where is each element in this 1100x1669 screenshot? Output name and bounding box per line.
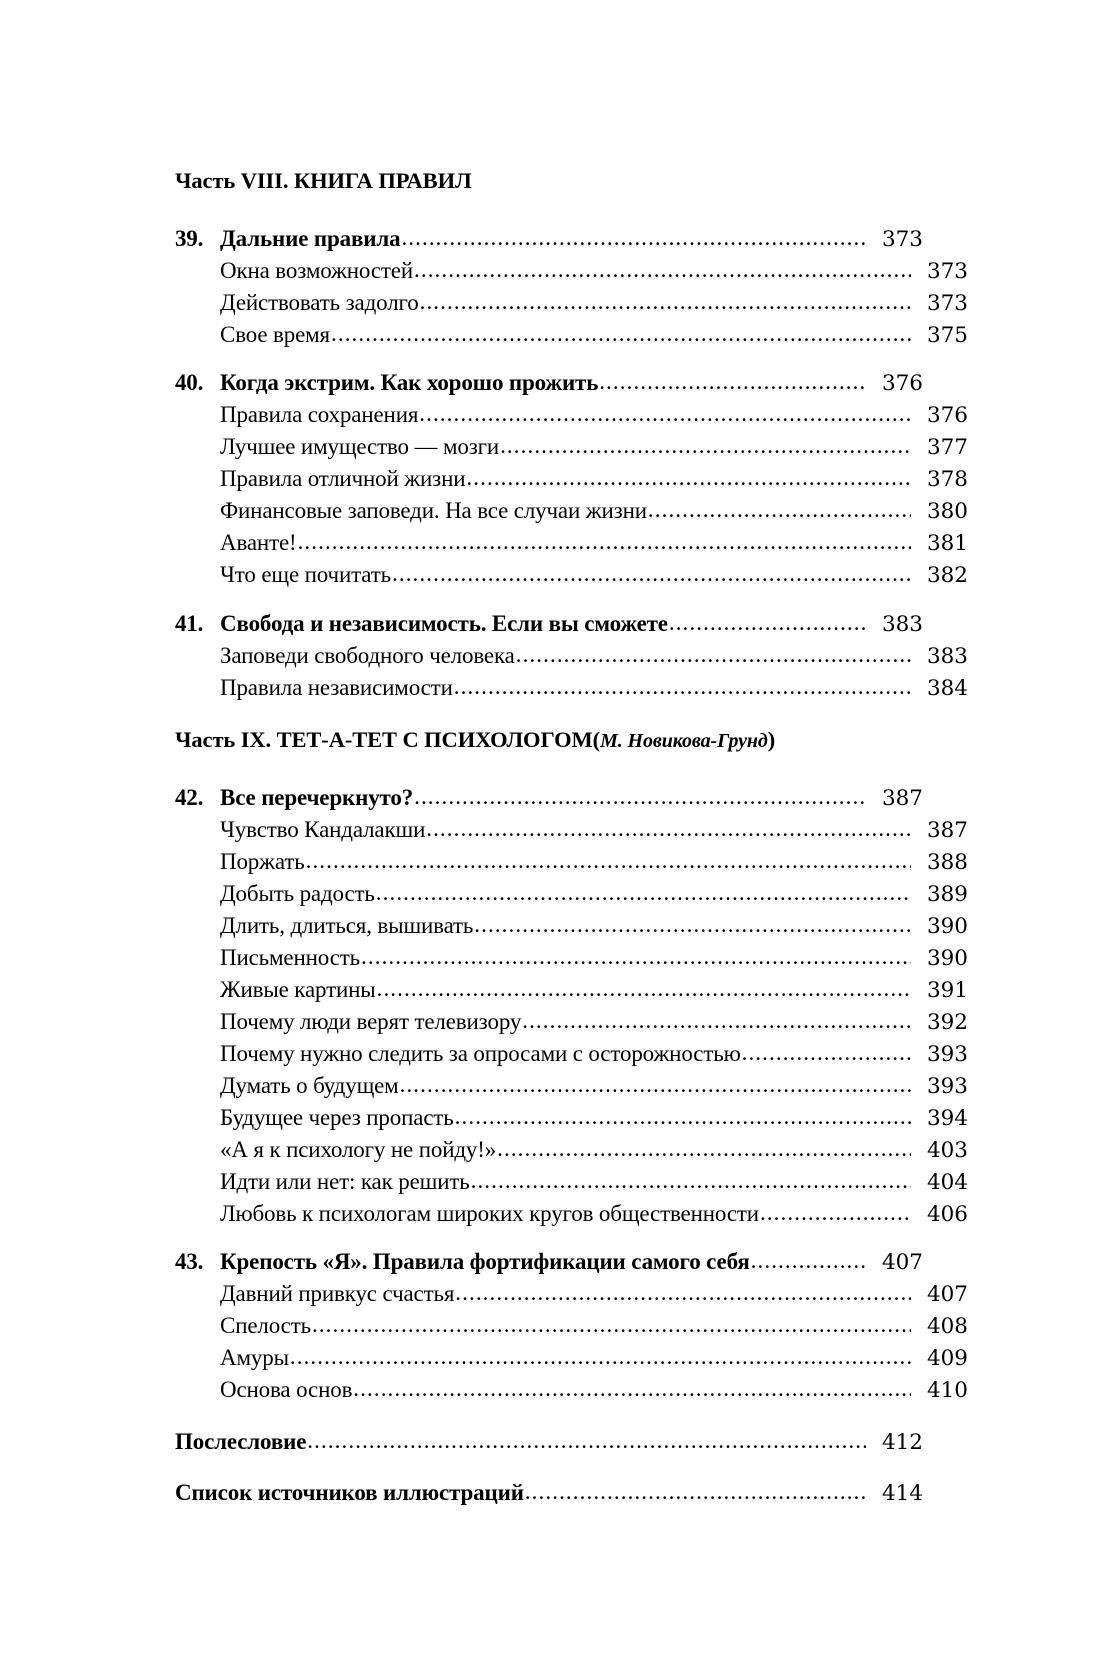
chapter-title: Когда экстрим. Как хорошо прожить [220,370,599,395]
entry-title: Чувство Кандалакши [220,816,426,842]
page-number: 384 [926,675,968,701]
spacer [175,587,923,612]
page-number: 383 [926,643,968,669]
page-number: 412 [881,1429,923,1455]
toc-entry-row[interactable] [175,1202,968,1226]
entry-title: Думать о будущем [220,1072,399,1098]
page-number: 414 [881,1481,923,1506]
page-number: 393 [926,1041,968,1067]
entry-title: Спелость [220,1313,311,1338]
part-heading-ix-text: Часть IX. ТЕТ-А-ТЕТ С ПСИХОЛОГОМ [175,727,593,752]
dot-leader [353,1377,911,1400]
entry-title: Окна возможностей [220,257,413,283]
toc-backmatter-row[interactable] [175,1481,923,1505]
entry-title: Идти или нет: как решить [220,1168,470,1194]
entry-title: Живые картины [220,976,376,1002]
entry-title: Лучшее имущество — мозги [220,434,500,459]
entry-title: Давний привкус счастья [220,1281,455,1306]
toc-entry-row[interactable] [175,644,968,668]
entry-title: Заповеди свободного человека [220,642,515,668]
paren-open: ( [592,727,601,752]
toc-backmatter-row[interactable] [175,1430,923,1454]
chapter-number: 42. [175,784,204,810]
page-number: 407 [926,1282,968,1307]
toc-entry-row[interactable] [175,1378,968,1402]
entry-title: «А я к психологу не пойду!» [220,1136,497,1162]
entry-title: Действовать задолго [220,289,419,315]
dot-leader [392,562,911,585]
page-number: 375 [926,322,968,348]
dot-leader [471,1169,911,1192]
dot-leader [500,434,911,457]
dot-leader [298,530,911,553]
page-number: 382 [926,563,968,588]
toc-entry-row[interactable] [175,882,968,906]
dot-leader [290,1345,911,1368]
toc-chapter-row[interactable] [175,227,923,251]
toc-entry-row[interactable] [175,676,968,700]
page-number: 391 [926,977,968,1003]
dot-leader [497,1137,911,1160]
entry-title: Поржать [220,848,305,874]
toc-entry-row[interactable] [175,1138,968,1162]
dot-leader [377,977,911,1000]
page-number: 380 [926,499,968,524]
backmatter-title: Список источников иллюстраций [175,1480,524,1505]
dot-leader [307,1429,866,1452]
dot-leader [420,290,911,313]
dot-leader [426,817,911,840]
spacer [175,193,923,227]
page-number: 373 [926,258,968,284]
chapter-title: Свобода и независимость. Если вы сможете [220,610,668,636]
entry-title: Будущее через пропасть [220,1104,454,1130]
toc-entry-row[interactable] [175,850,968,874]
toc-entry-row[interactable] [175,403,968,427]
dot-leader [669,611,866,634]
chapter-title: Все перечеркнуто? [220,784,414,810]
entry-title: Амуры [220,1345,289,1370]
page-number: 378 [926,467,968,492]
page-number: 393 [926,1073,968,1099]
toc-entry-row[interactable] [175,323,968,347]
chapter-number: 43. [175,1249,204,1274]
toc-entry-row[interactable] [175,1010,968,1034]
spacer [175,1453,923,1481]
toc-entry-row[interactable] [175,1314,968,1338]
entry-title: Основа основ [220,1377,353,1402]
dot-leader [414,785,866,808]
toc-entry-row[interactable] [175,1074,968,1098]
page-number: 392 [926,1009,968,1035]
dot-leader [760,1201,911,1224]
toc-entry-row[interactable] [175,499,968,523]
dot-leader [400,1073,911,1096]
dot-leader [466,466,911,489]
page-number: 387 [881,785,923,811]
toc-entry-row[interactable] [175,259,968,283]
entry-title: Любовь к психологам широких кругов общественности [220,1200,759,1226]
part-author: М. Новикова-Грунд [600,730,768,752]
dot-leader [331,322,911,345]
toc-entry-row[interactable] [175,563,968,587]
toc-entry-row[interactable] [175,914,968,938]
page-number: 373 [926,290,968,316]
page-number: 394 [926,1105,968,1131]
page-number: 404 [926,1169,968,1195]
page-number: 376 [881,371,923,396]
page-number: 408 [926,1314,968,1339]
entry-title: Что еще почитать [220,562,391,587]
part-heading-viii-text: Часть VIII. КНИГА ПРАВИЛ [175,168,472,193]
entry-title: Финансовые заповеди. На все случаи жизни [220,498,647,523]
dot-leader [474,913,911,936]
page-number: 387 [926,817,968,843]
dot-leader [751,1249,866,1272]
page-number: 407 [881,1250,923,1275]
page-number: 373 [881,226,923,252]
page-number: 388 [926,849,968,875]
entry-title: Правила независимости [220,674,453,700]
part-heading-ix [175,729,923,752]
dot-leader [599,370,866,393]
entry-title: Письменность [220,944,361,970]
dot-leader [455,1105,911,1128]
page-number: 403 [926,1137,968,1163]
toc-entry-row[interactable] [175,467,968,491]
entry-title: Аванте! [220,530,297,555]
toc-entry-row[interactable] [175,1106,968,1130]
spacer [175,699,923,729]
toc-chapter-row[interactable] [175,371,923,395]
entry-title: Длить, длиться, вышивать [220,912,474,938]
dot-leader [414,258,911,281]
page-number: 410 [926,1378,968,1403]
page-number: 389 [926,881,968,907]
dot-leader [361,945,911,968]
page-number: 409 [926,1346,968,1371]
dot-leader [419,402,911,425]
dot-leader [522,1009,911,1032]
toc-chapter-row[interactable] [175,612,923,636]
paren-close: ) [767,727,776,752]
backmatter-title: Послесловие [175,1428,307,1454]
page-number: 383 [881,611,923,637]
toc-entry-row[interactable] [175,435,968,459]
dot-leader [454,675,911,698]
spacer [175,1402,923,1430]
toc-entry-row[interactable] [175,1042,968,1066]
entry-title: Правила сохранения [220,402,419,427]
entry-title: Свое время [220,321,330,347]
chapter-number: 40. [175,370,204,395]
chapter-title: Крепость «Я». Правила фортификации самого себя [220,1249,750,1274]
chapter-title: Дальние правила [220,225,401,251]
page-number: 406 [926,1201,968,1227]
toc-chapter-row[interactable] [175,1250,923,1274]
toc-entry-row[interactable] [175,818,968,842]
toc-entry-row[interactable] [175,1282,968,1306]
spacer [175,346,923,371]
page-number: 381 [926,531,968,556]
page-number: 377 [926,435,968,460]
entry-title: Добыть радость [220,880,375,906]
page-number: 390 [926,913,968,939]
page-number: 390 [926,945,968,971]
toc-entry-row[interactable] [175,531,968,555]
toc-entry-row[interactable] [175,1170,968,1194]
part-heading-viii [175,170,923,193]
chapter-number: 39. [175,225,204,251]
dot-leader [455,1281,911,1304]
spacer [175,752,923,786]
toc-entry-row[interactable] [175,291,968,315]
dot-leader [401,226,866,249]
dot-leader [516,643,911,666]
dot-leader [312,1313,911,1336]
dot-leader [648,498,911,521]
dot-leader [306,849,911,872]
dot-leader [376,881,911,904]
spacer [175,1225,923,1250]
dot-leader [525,1480,866,1503]
entry-title: Почему люди верят телевизору [220,1008,522,1034]
entry-title: Почему нужно следить за опросами с осторожностью [220,1040,741,1066]
toc-chapter-row[interactable] [175,786,923,810]
toc-entry-row[interactable] [175,1346,968,1370]
entry-title: Правила отличной жизни [220,466,466,491]
table-of-contents [175,168,968,1506]
dot-leader [742,1041,911,1064]
page-number: 376 [926,403,968,428]
chapter-number: 41. [175,610,204,636]
toc-entry-row[interactable] [175,978,968,1002]
toc-entry-row[interactable] [175,946,968,970]
